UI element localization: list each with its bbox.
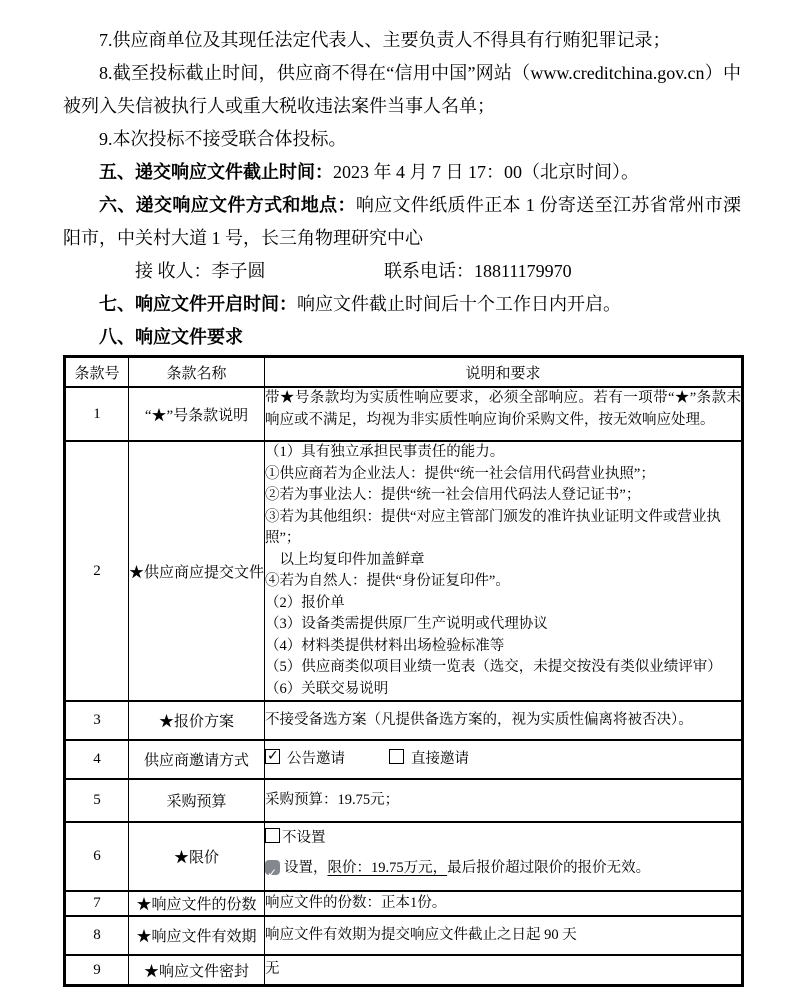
header-clause-no: 条款号 (65, 357, 129, 388)
section-5-deadline (63, 156, 741, 189)
row-6-name: ★限价 (129, 822, 265, 891)
section-6-delivery (63, 189, 741, 255)
table-row (65, 740, 743, 779)
unchecked-checkbox-icon (389, 749, 404, 764)
header-clause-desc: 说明和要求 (265, 357, 743, 388)
invitation-option-direct-label: 直接邀请 (411, 750, 469, 767)
row-4-no: 4 (65, 740, 129, 779)
row-1-desc: 带★号条款均为实质性响应要求，必须全部响应。若有一项带“★”条款未响应或不满足，均视为非实质性响应询价采购文件，按无效响应处理。 (265, 387, 743, 441)
row-9-name: ★响应文件密封 (129, 955, 265, 986)
section-5-text: 2023 年 4 月 7 日 17：00（北京时间）。 (333, 162, 639, 182)
contact-phone: 联系电话：18811179970 (384, 261, 572, 281)
invitation-option-public (265, 751, 345, 767)
limit-set-prefix: 设置， (284, 860, 328, 876)
row-4-desc (265, 740, 743, 779)
row-2-line: （2）报价单 (265, 594, 345, 611)
table-header-row (65, 357, 743, 388)
row-2-line: （5）供应商类似项目业绩一览表（选交，未提交按没有类似业绩评审） (265, 659, 722, 675)
contact-receiver: 接 收人：李子圆 (135, 261, 266, 281)
unchecked-checkbox-icon (265, 828, 280, 843)
row-9-no: 9 (65, 955, 129, 986)
row-2-line: （4）材料类提供材料出场检验标准等 (265, 637, 505, 654)
row-6-desc (265, 822, 743, 891)
clause-7: 7.供应商单位及其现任法定代表人、主要负责人不得具有行贿犯罪记录； (99, 30, 671, 50)
row-3-desc: 不接受备选方案（凡提供备选方案的，视为实质性偏离将被否决）。 (265, 701, 743, 740)
row-2-line: （6）关联交易说明 (265, 680, 389, 697)
table-row (65, 822, 743, 891)
row-2-line: （3）设备类需提供原厂生产说明或代理协议 (265, 616, 548, 632)
row-1-name: “★”号条款说明 (129, 387, 265, 441)
table-row (65, 779, 743, 822)
section-8-label: 八、响应文件要求 (99, 327, 243, 347)
contact-line (63, 255, 741, 288)
row-5-no: 5 (65, 779, 129, 822)
table-row (65, 701, 743, 740)
invitation-option-direct (389, 751, 469, 767)
row-7-no: 7 (65, 891, 129, 916)
row-3-no: 3 (65, 701, 129, 740)
row-5-desc: 采购预算：19.75元； (265, 779, 743, 822)
limit-option-none-label: 不设置 (282, 830, 326, 846)
row-7-desc: 响应文件的份数：正本1份。 (265, 891, 743, 916)
grey-checked-checkbox-icon (265, 860, 280, 875)
section-6-label: 六、递交响应文件方式和地点： (99, 195, 356, 215)
row-2-line: ④若为自然人：提供“身份证复印件”。 (265, 573, 510, 589)
section-7-opening (63, 288, 741, 321)
table-row (65, 441, 743, 701)
row-1-no: 1 (65, 387, 129, 441)
row-4-name: 供应商邀请方式 (129, 740, 265, 779)
row-2-line: （1）具有独立承担民事责任的能力。 (265, 444, 505, 460)
table-row (65, 916, 743, 955)
row-3-name: ★报价方案 (129, 701, 265, 740)
row-9-desc: 无 (265, 955, 743, 986)
row-8-name: ★响应文件有效期 (129, 916, 265, 955)
section-7-label: 七、响应文件开启时间： (99, 294, 297, 314)
limit-option-none (265, 823, 741, 853)
row-7-name: ★响应文件的份数 (129, 891, 265, 916)
invitation-option-public-label: 公告邀请 (287, 750, 345, 767)
section-6-text: 响应文件纸质件正本 1 份寄送至江苏省常州市溧阳市，中关村大道 1 号，长三角物理研究中心 (63, 195, 742, 248)
row-2-line: ③若为其他组织：提供“对应主管部门颁发的准许执业证明文件或营业执照”； (265, 508, 721, 546)
row-2-name: ★供应商应提交文件 (129, 441, 265, 701)
table-row (65, 955, 743, 986)
section-7-text: 响应文件截止时间后十个工作日内开启。 (297, 294, 621, 314)
table-row (65, 387, 743, 441)
row-8-no: 8 (65, 916, 129, 955)
clause-8: 8.截至投标截止时间，供应商不得在“信用中国”网站（www.creditchina.gov.cn）中被列入失信被执行人或重大税收违法案件当事人名单； (63, 63, 741, 116)
checked-checkbox-icon (265, 749, 280, 764)
header-clause-name: 条款名称 (129, 357, 265, 388)
row-2-line: 以上均复印件加盖鲜章 (265, 551, 425, 568)
limit-set-suffix: 最后报价超过限价的报价无效。 (447, 860, 651, 876)
row-8-desc: 响应文件有效期为提交响应文件截止之日起 90 天 (265, 916, 743, 955)
section-5-label: 五、递交响应文件截止时间： (99, 162, 333, 182)
row-2-desc (265, 441, 743, 701)
requirements-table (63, 355, 744, 987)
limit-option-set (265, 853, 741, 883)
row-2-line: ①供应商若为企业法人：提供“统一社会信用代码营业执照”； (265, 465, 655, 482)
limit-set-value: 限价：19.75万元， (327, 860, 448, 876)
section-8-heading (63, 321, 741, 354)
row-2-no: 2 (65, 441, 129, 701)
table-row (65, 891, 743, 916)
row-2-line: ②若为事业法人：提供“统一社会信用代码法人登记证书”； (265, 487, 641, 503)
row-5-name: 采购预算 (129, 779, 265, 822)
clause-9: 9.本次投标不接受联合体投标。 (99, 129, 347, 149)
row-6-no: 6 (65, 822, 129, 891)
